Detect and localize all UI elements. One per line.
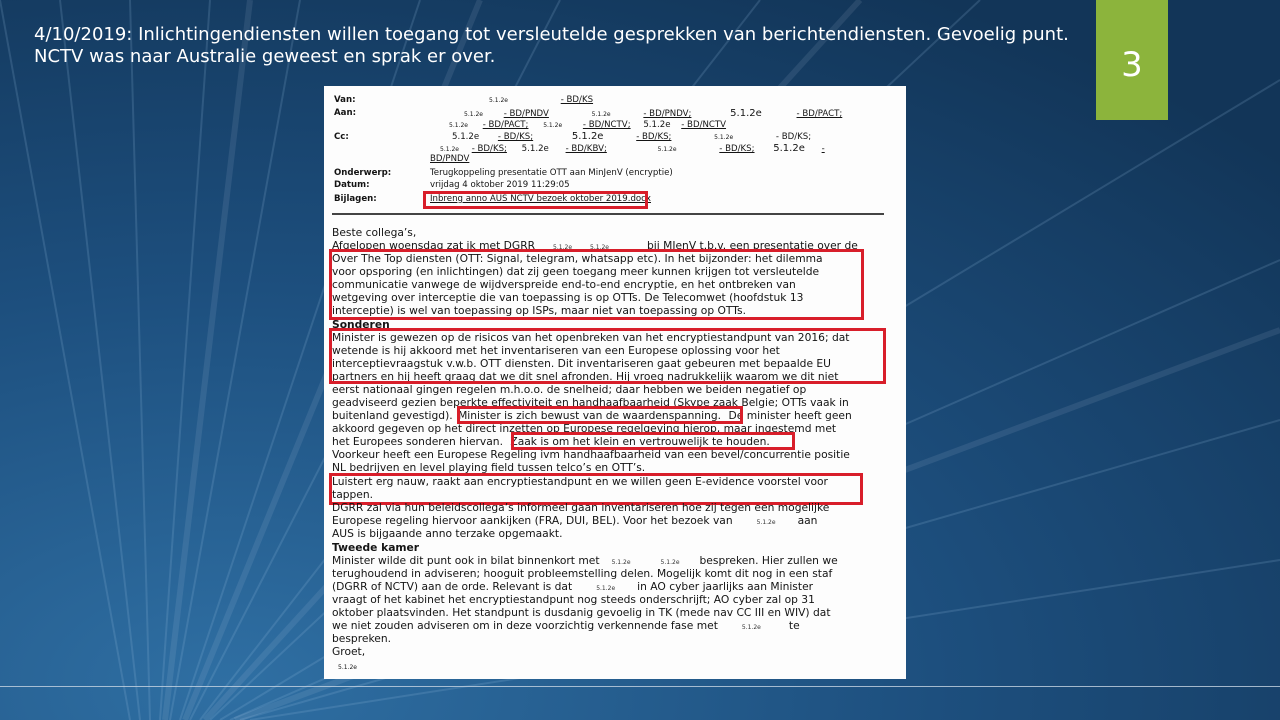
body-text: aan [797, 514, 818, 527]
datum-value: vrijdag 4 oktober 2019 11:29:05 [430, 180, 570, 190]
redacted-mark: 5.1.2e [590, 244, 609, 251]
aan-line-2 [449, 120, 726, 131]
redacted-mark: 5.1.2e [449, 122, 468, 129]
aan-dept: - BD/PACT; [482, 120, 529, 130]
body-line: oktober plaatsvinden. Het standpunt is dusdanig gevoelig in TK (mede nav CC III en WIV) dat [332, 606, 831, 619]
redacted-mark: 5.1.2e [596, 585, 616, 592]
van-value [489, 95, 593, 106]
body-line: tappen. [332, 488, 374, 501]
section-heading-sonderen: Sonderen [332, 318, 390, 331]
onderwerp-value: Terugkoppeling presentatie OTT aan MinJenV (encryptie) [430, 168, 673, 178]
body-line: interceptie) is wel van toepassing op ISPs, maar niet van toepassing op OTTs. [332, 304, 746, 317]
body-line: DGRR zal via hun beleidscollega’s informeel gaan inventariseren hoe zij tegen een mogelijke [332, 501, 830, 514]
body-line: communicatie vanwege de wijdverspreide end-to-end encryptie, en het ontbreken van [332, 278, 796, 291]
cc-dept: - BD/KS; [471, 144, 507, 154]
body-line: Luistert erg nauw, raakt aan encryptiestandpunt en we willen geen E-evidence voorstel voor [332, 475, 828, 488]
slide-title: 4/10/2019: Inlichtingendiensten willen toegang tot versleutelde gesprekken van berichtendiensten. Gevoelig punt. NCTV was naar Australie geweest en sprak er over. [34, 24, 1069, 67]
body-line: NL bedrijven en level playing field tussen telco’s en OTT’s. [332, 461, 646, 474]
bijlagen-attachment: Inbreng anno AUS NCTV bezoek oktober 2019.docx [430, 194, 651, 204]
body-line: AUS is bijgaande anno terzake opgemaakt. [332, 527, 563, 540]
redacted-mark: 5.1.2e [571, 131, 604, 142]
redacted-mark: 5.1.2e [489, 97, 508, 104]
body-text: bespreken. Hier zullen we [699, 554, 838, 567]
cc-label: Cc: [334, 132, 349, 142]
body-line: Voorkeur heeft een Europese Regeling ivm handhaafbaarheid van een bevel/concurrentie positie [332, 448, 850, 461]
aan-dept: - BD/NCTV [681, 120, 727, 130]
highlight-box-ott-dilemma [329, 249, 864, 320]
redacted-mark: 5.1.2e [591, 111, 611, 118]
redacted-mark: 5.1.2e [730, 108, 762, 119]
closing: Groet, [332, 645, 366, 658]
body-text: we niet zouden adviseren om in deze voorzichtig verkennende fase met [332, 619, 718, 632]
body-line: eerst nationaal gingen regelen m.h.o.o. de snelheid; daar hebben we beiden negatief op [332, 383, 807, 396]
body-line: bespreken. [332, 632, 391, 645]
redacted-mark: 5.1.2e [756, 519, 776, 526]
body-text: Minister is zich bewust van de waardenspanning. [458, 409, 722, 422]
body-text: (DGRR of NCTV) aan de orde. Relevant is dat [332, 580, 573, 593]
aan-line-1 [464, 108, 842, 120]
cc-dept: - BD/KBV; [565, 144, 607, 154]
body-line: voor opsporing (en inlichtingen) dat zij geen toegang meer kunnen krijgen tot versleutelde [332, 265, 820, 278]
redacted-mark: 5.1.2e [643, 120, 671, 130]
redacted-mark: 5.1.2e [464, 111, 483, 118]
aan-dept: - BD/PNDV; [643, 109, 692, 119]
body-line: Over The Top diensten (OTT: Signal, telegram, whatsapp etc). In het bijzonder: het dilemma [332, 252, 823, 265]
body-line: wetende is hij akkoord met het inventariseren van een Europese oplossing voor het [332, 344, 780, 357]
redacted-mark: 5.1.2e [657, 146, 677, 153]
body-line: interceptievraagstuk v.w.b. OTT diensten. Dit inventariseren gaat gebeuren met bepaalde EU [332, 357, 832, 370]
body-text: te [788, 619, 800, 632]
redacted-mark: 5.1.2e [741, 624, 761, 631]
body-line: Minister is gewezen op de risicos van het openbreken van het encryptiestandpunt van 2016; dat [332, 331, 850, 344]
body-text: het Europees sonderen hiervan. [332, 435, 503, 448]
cc-dept: - BD/KS; [497, 132, 534, 142]
body-line: vraagt of het kabinet het encryptiestandpunt nog steeds onderschrijft; AO cyber zal op 31 [332, 593, 815, 606]
redacted-mark: 5.1.2e [553, 244, 573, 251]
redacted-mark: 5.1.2e [660, 559, 680, 566]
footer-divider [0, 686, 1280, 687]
body-text: Minister wilde dit punt ook in bilat binnenkort met [332, 554, 600, 567]
van-dept: - BD/KS [560, 95, 594, 105]
redacted-mark: 5.1.2e [773, 143, 805, 154]
onderwerp-label: Onderwerp: [334, 168, 392, 178]
signature-redacted: 5.1.2e [338, 664, 357, 671]
redacted-mark: 5.1.2e [452, 132, 480, 142]
aan-label: Aan: [334, 108, 357, 118]
highlight-box-attachment [423, 191, 648, 209]
greeting: Beste collega’s, [332, 226, 417, 239]
redacted-mark: 5.1.2e [521, 144, 549, 154]
aan-dept: - BD/NCTV; [582, 120, 631, 130]
redacted-mark: 5.1.2e [714, 134, 734, 141]
cc-dept: - BD/KS; [775, 132, 812, 142]
cc-line-2 [440, 143, 825, 155]
page-number-badge: 3 [1096, 0, 1168, 120]
header-divider [332, 213, 884, 215]
body-text: buitenland gevestigd). [332, 409, 453, 422]
aan-dept: - BD/PNDV [503, 109, 549, 119]
body-line: terughoudend in adviseren; hooguit probleemstelling delen. Mogelijk komt dit nog in een staf [332, 567, 833, 580]
cc-line-3: BD/PNDV [430, 154, 470, 164]
redacted-mark: 5.1.2e [543, 122, 563, 129]
body-text: Afgelopen woensdag zat ik met DGRR [332, 239, 536, 252]
body-line: akkoord gegeven op het direct inzetten op Europese regelgeving hierop, maar ingestemd met [332, 422, 837, 435]
datum-label: Datum: [334, 180, 370, 190]
body-text: in AO cyber jaarlijks aan Minister [637, 580, 814, 593]
scanned-email-document [324, 86, 906, 679]
aan-dept: - BD/PACT; [796, 109, 843, 119]
bijlagen-label: Bijlagen: [334, 194, 377, 204]
redacted-mark: 5.1.2e [611, 559, 631, 566]
body-line: partners en hij heeft graag dat we dit snel afronden. Hij vroeg nadrukkelijk waarom we dit niet [332, 370, 839, 383]
cc-line-1 [452, 131, 811, 143]
body-text: De minister heeft geen [728, 409, 852, 422]
section-heading-tweede-kamer: Tweede kamer [332, 541, 420, 554]
body-text: Zaak is om het klein en vertrouwelijk te houden. [510, 435, 770, 448]
body-text: Europese regeling hiervoor aankijken (FRA, DUI, BEL). Voor het bezoek van [332, 514, 733, 527]
cc-dept: - BD/KS; [636, 132, 672, 142]
body-text: bij MJenV t.b.v. een presentatie over de [646, 239, 858, 252]
van-label: Van: [334, 95, 356, 105]
body-line: wetgeving over interceptie die van toepassing is op OTTs. De Telecomwet (hoofdstuk 13 [332, 291, 804, 304]
highlight-box-minister-risks [329, 328, 886, 384]
cc-dept: - [821, 144, 825, 154]
body-line: geadviseerd gezien beperkte effectiviteit en handhaafbaarheid (Skype zaak Belgie; OTTs vaak in [332, 396, 849, 409]
redacted-mark: 5.1.2e [440, 146, 459, 153]
cc-dept: - BD/KS; [719, 144, 755, 154]
